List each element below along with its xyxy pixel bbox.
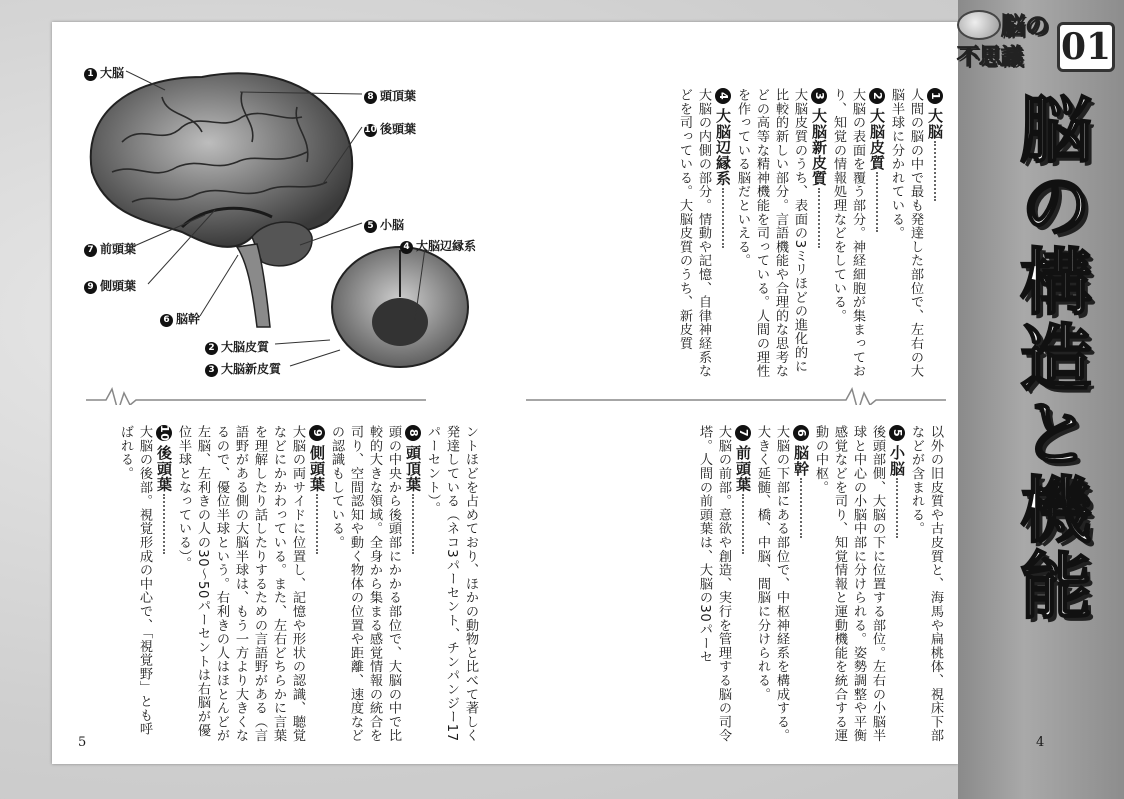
text-bottom-left: ントほどを占めており、ほかの動物と比べて著しく発達している（ネコ3パーセント、チンパンジー17パーセント）。 8頭頂葉 頭の中央から後頭部にかかる部位で、大脳の中で比較的大きな領域。全身から集まる感覚情報の統合を司り、空間認知や動く物体の位置や距離、速度などの認識もしている。 9側頭葉 大脳の両サイドに位置し、記憶や形状の認識、聴覚などにかかわっている。また、左右どちらかに言葉を理解したり話したりするための言語野がある（言語野がある側の大脳半球は、もう一方より大きくなるので、優位半球という。右利きの人はほとんどが左脳、左利きの人の30〜50パーセントは右脳が優位半球となっている）。 10後頭葉 大脳の後部。視覚形成の中心で、「視覚野」とも呼ばれる。 [118,425,478,743]
page-number-left: 5 [78,735,87,750]
term-parietal: 8頭頂葉 [404,425,422,492]
label-cerebrum: 1 大脳 [84,64,124,81]
term-cerebrum: 1大脳 [926,88,944,139]
page-number-right: 4 [1036,735,1045,750]
label-temporal: 9 側頭葉 [84,277,136,294]
label-frontal: 7 前頭葉 [84,240,136,257]
term-occipital: 10後頭葉 [155,425,173,492]
term-limbic: 4大脳辺縁系 [714,88,732,186]
term-cortex: 2大脳皮質 [868,88,886,170]
label-occipital: 10 後頭葉 [364,122,417,136]
label-brainstem: 6 脳幹 [160,310,200,327]
label-limbic: 4 大脳辺縁系 [400,237,476,254]
label-cortex: 2 大脳皮質 [205,338,269,355]
term-frontal: 7前頭葉 [734,425,752,492]
heartbeat-divider [86,385,946,405]
label-cerebellum: 5 小脳 [364,216,404,233]
term-brainstem: 6脳幹 [792,425,810,476]
label-parietal: 8 頭頂葉 [364,87,416,104]
text-bottom-right: 以外の旧皮質や古皮質と、海馬や扁桃体、視床下部などが含まれる。 5小脳 後頭部側、大脳の下に位置する部位。左右の小脳半球と中心の小脳中部に分けられる。姿勢調整や平衡感覚などを司り、知覚情報と運動機能を統合する運動の中枢。 6脳幹 大脳の下部にある部位で、中枢神経系を構成する。大きく延髄、橋、中脳、間脳に分けられる。 7前頭葉 大脳の前部。意欲や創造、実行を管理する脳の司令塔。人間の前頭葉は、大脳の30パーセ [697,425,943,743]
term-cerebellum: 5小脳 [888,425,906,476]
label-neocortex: 3 大脳新皮質 [205,360,281,377]
term-temporal: 9側頭葉 [308,425,326,492]
page-title: 脳の構造と機能 [1008,92,1093,624]
term-neocortex: 3大脳新皮質 [810,88,828,186]
badge-line2: 不思議 [957,45,1024,70]
badge-line1: 脳の [1001,12,1049,40]
text-top-right: 1大脳 人間の脳の中で最も発達した部位で、左右の大脳半球に分かれている。 2大脳皮質 大脳の表面を覆う部分。神経細胞が集まっており、知覚の情報処理などをしている。 3大脳新皮質 大脳皮質のうち、表面の3ミリほどの進化的に比較的新しい部分。言語機能や合理的な思考などの高等な精神機能を司っている。人間の理性を作っている脳だといえる。 4大脳辺縁系 大脳の内側の部分。情動や記憶、自律神経系などを司っている。大脳皮質のうち、新皮質 [677,88,944,378]
badge-number: 01 [1057,22,1115,72]
